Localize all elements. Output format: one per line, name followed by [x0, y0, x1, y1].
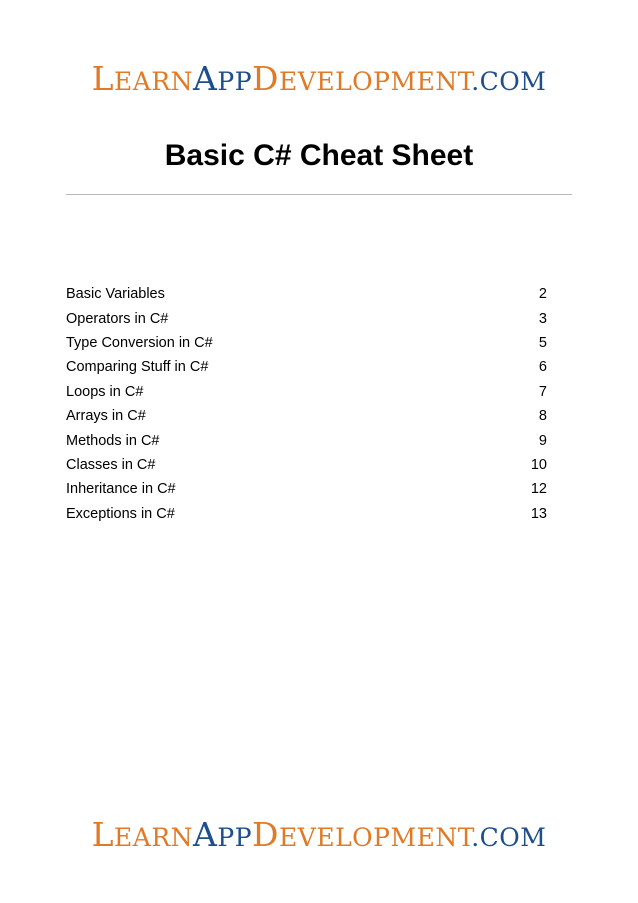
logo-dev-initial: D	[252, 815, 280, 854]
logo-dev-rest: EVELOPMENT	[279, 823, 472, 852]
logo-learn-rest: EARN	[114, 823, 194, 852]
toc-item-label: Arrays in C#	[66, 408, 146, 425]
toc-item-label: Inheritance in C#	[66, 481, 176, 498]
toc-item-page: 12	[530, 481, 547, 498]
toc-item	[66, 502, 547, 526]
header-logo	[0, 59, 638, 98]
toc-item	[66, 306, 547, 330]
logo-app-rest: PP	[217, 823, 253, 852]
toc-item	[66, 404, 547, 428]
toc-item	[66, 282, 547, 306]
toc-item	[66, 453, 547, 477]
toc-item-label: Type Conversion in C#	[66, 334, 213, 351]
toc-item	[66, 477, 547, 501]
toc-item-label: Exceptions in C#	[66, 505, 175, 522]
toc-item-page: 2	[538, 286, 547, 303]
toc-item	[66, 428, 547, 452]
logo-dev-initial: D	[252, 59, 280, 98]
toc-item-page: 3	[538, 310, 547, 327]
toc-item-page: 13	[530, 505, 547, 522]
toc-item-label: Basic Variables	[66, 286, 165, 303]
footer-logo	[0, 815, 638, 854]
toc-item-label: Loops in C#	[66, 383, 144, 400]
logo-learn-initial: L	[91, 815, 115, 854]
table-of-contents	[66, 282, 547, 526]
logo-dev-rest: EVELOPMENT	[279, 67, 472, 96]
toc-item-page: 10	[530, 456, 547, 473]
logo-learn-initial: L	[91, 59, 115, 98]
toc-item-label: Operators in C#	[66, 310, 169, 327]
toc-item	[66, 331, 547, 355]
logo-app-initial: A	[193, 815, 218, 854]
toc-item-page: 6	[538, 359, 547, 376]
toc-item-label: Classes in C#	[66, 456, 156, 473]
toc-item-page: 9	[538, 432, 547, 449]
toc-item-page: 7	[538, 383, 547, 400]
toc-item-page: 8	[538, 408, 547, 425]
page-title: Basic C# Cheat Sheet	[164, 139, 474, 172]
toc-item	[66, 355, 547, 379]
logo-app-rest: PP	[217, 67, 253, 96]
toc-item-label: Methods in C#	[66, 432, 160, 449]
title-divider	[66, 194, 572, 195]
toc-item	[66, 380, 547, 404]
logo-learn-rest: EARN	[114, 67, 194, 96]
logo-domain: .COM	[471, 823, 547, 852]
logo-domain: .COM	[471, 67, 547, 96]
toc-item-label: Comparing Stuff in C#	[66, 359, 209, 376]
logo-app-initial: A	[193, 59, 218, 98]
toc-item-page: 5	[538, 334, 547, 351]
